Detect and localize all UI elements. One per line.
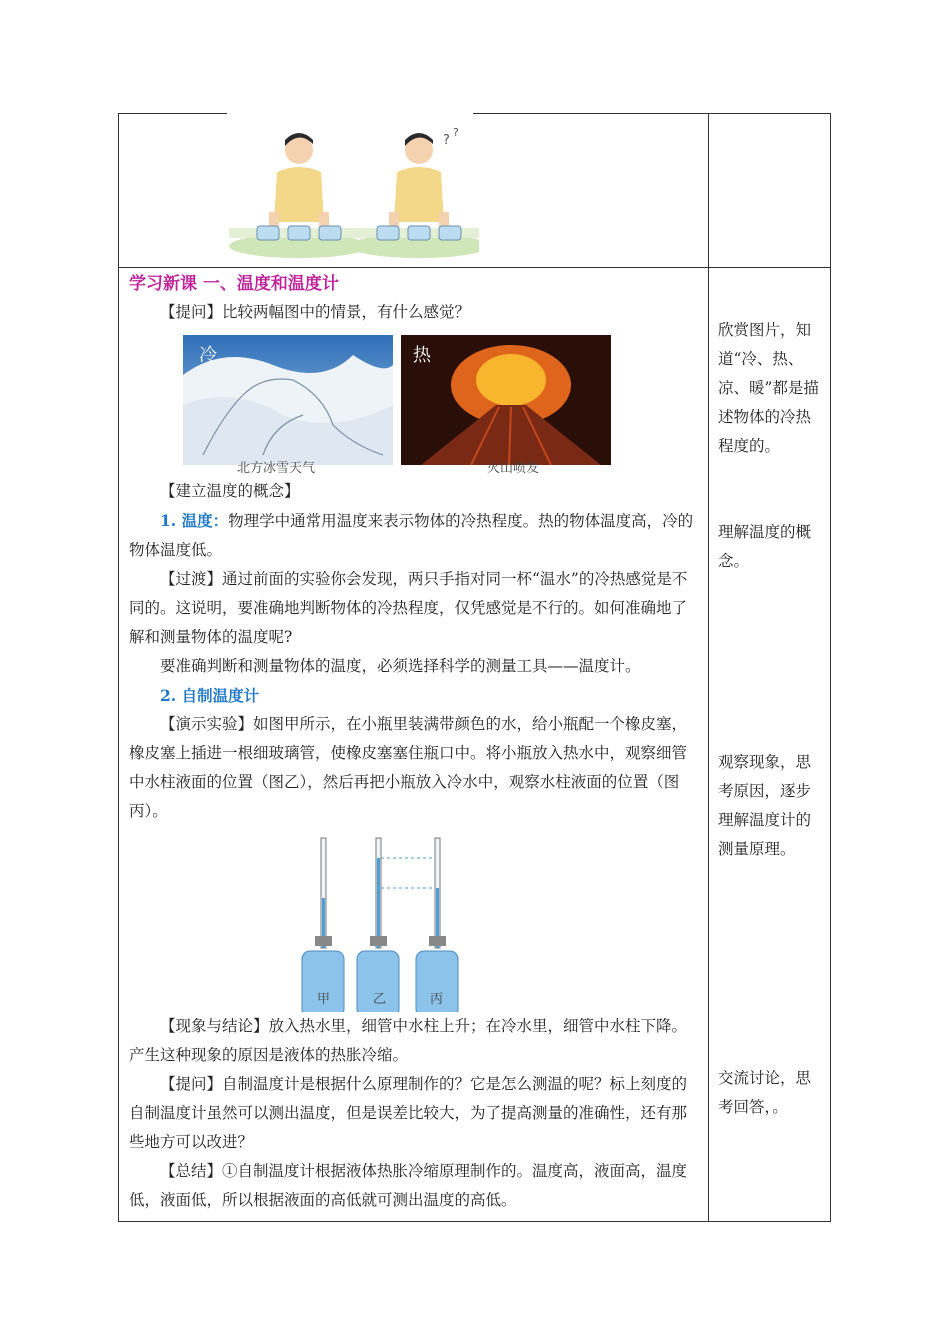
side-note-1: 欣赏图片，知道“冷、热、凉、暖”都是描述物体的冷热程度的。 [718, 321, 819, 455]
side-note-2: 理解温度的概念。 [718, 523, 812, 570]
column-divider [708, 114, 709, 1221]
question-2: 【提问】自制温度计是根据什么原理制作的？它是怎么测温的呢？标上刻度的自制温度计虽然可以测出温度，但是误差比较大，为了提高测量的准确性，还有那些地方可以改进？ [129, 1075, 688, 1151]
question-1: 【提问】比较两幅图中的情景，有什么感觉？ [160, 303, 471, 321]
transition-paragraph: 【过渡】通过前面的实验你会发现，两只手指对同一杯“温水”的冷热感觉是不同的。这说明，要准确地判断物体的冷热程度，仅凭感觉是不行的。如何准确地了解和测量物体的温度呢? [129, 570, 688, 646]
bottle-yi [357, 838, 399, 1012]
svg-text:?: ? [453, 126, 459, 139]
section-heading: 学习新课 一、温度和温度计 [129, 274, 339, 294]
bottle-label-yi: 乙 [373, 992, 387, 1007]
summary-paragraph: 【总结】①自制温度计根据液体热胀冷缩原理制作的。温度高，液面高，温度低，液面低，所以根据液面的高低就可测出温度的高低。 [129, 1162, 688, 1209]
row-divider [119, 267, 830, 268]
volcano-photo [401, 335, 611, 465]
snow-caption: 北方冰雪天气 [237, 461, 316, 476]
self-made-thermometer-heading: 2. 自制温度计 [160, 686, 260, 705]
volcano-caption: 火山喷发 [487, 461, 540, 476]
lesson-table [118, 113, 831, 1222]
bottle-jia [302, 838, 344, 1012]
cold-label: 冷 [199, 345, 217, 366]
phenomenon-paragraph: 【现象与结论】放入热水里，细管中水柱上升；在冷水里，细管中水柱下降。产生这种现象的原因是液体的热胀冷缩。 [129, 1017, 688, 1064]
main-content [129, 270, 701, 1215]
snow-photo [183, 335, 393, 465]
bottle-thermometer-figure [129, 826, 701, 1012]
temp-def-label: 1. 温度： [160, 511, 229, 530]
bottle-bing [416, 838, 458, 1012]
temp-def-text: 物理学中通常用温度来表示物体的冷热程度。热的物体温度高，冷的物体温度低。 [129, 512, 694, 559]
bottle-label-jia: 甲 [317, 992, 331, 1007]
boy-with-cups-illustration [229, 122, 479, 262]
photo-pair [129, 327, 701, 477]
tool-sentence: 要准确判断和测量物体的温度，必须选择科学的测量工具——温度计。 [160, 657, 641, 675]
svg-text:?: ? [443, 133, 450, 148]
demo-paragraph: 【演示实验】如图甲所示，在小瓶里装满带颜色的水，给小瓶配一个橡皮塞，橡皮塞上插进一根细玻璃管，使橡皮塞塞住瓶口中。将小瓶放入热水中，观察细管中水柱液面的位置（图乙），然后再把小瓶放入冷水中，观察水柱液面的位置（图丙）。 [129, 715, 688, 820]
bottle-label-bing: 丙 [430, 992, 444, 1007]
side-note-4: 交流讨论，思考回答，。 [718, 1069, 812, 1116]
temperature-definition [129, 506, 701, 565]
side-note-3: 观察现象，思考原因，逐步理解温度计的测量原理。 [718, 753, 812, 858]
hot-label: 热 [413, 345, 431, 366]
concept-title: 【建立温度的概念】 [160, 482, 300, 500]
